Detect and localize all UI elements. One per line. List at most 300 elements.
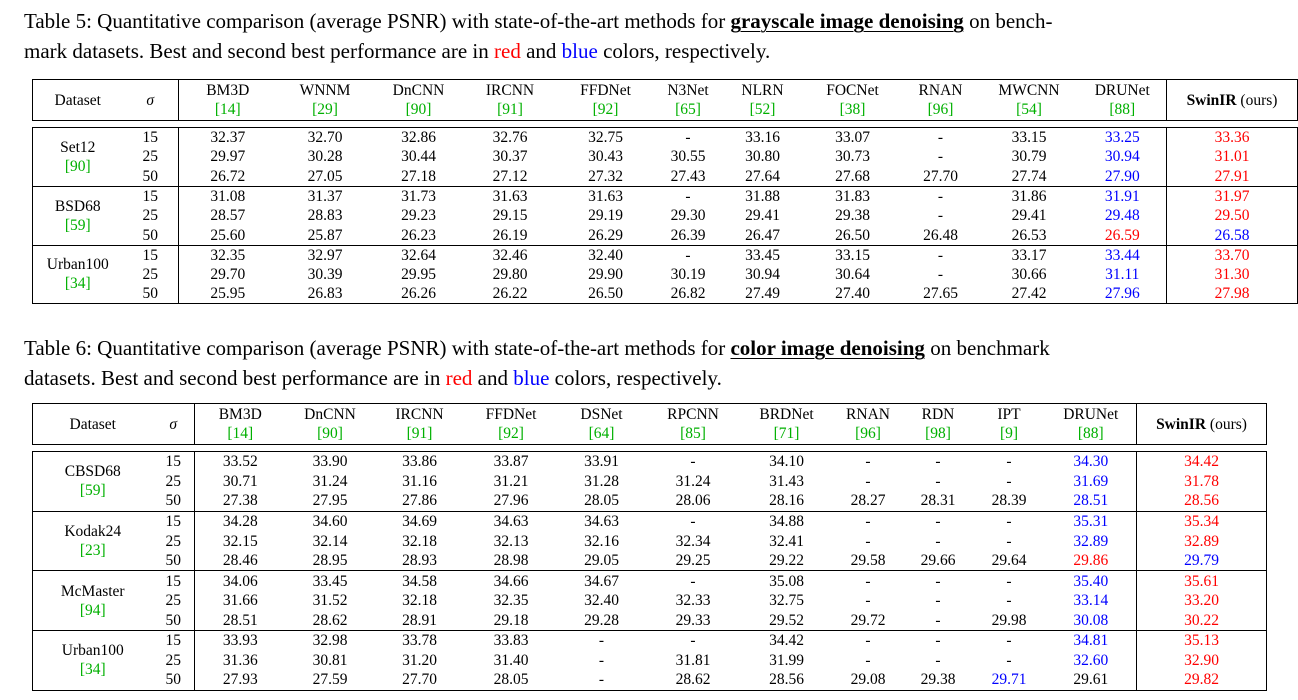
header-method-ffdnet bbox=[557, 80, 655, 121]
sigma-cell: 50 bbox=[153, 491, 195, 511]
sigma-cell: 50 bbox=[123, 284, 179, 304]
value-cell: 31.66 bbox=[222, 592, 258, 610]
table-row bbox=[33, 186, 1298, 206]
value-cell: 32.41 bbox=[769, 532, 804, 550]
value-cell: 27.95 bbox=[286, 491, 375, 511]
value-cell: 30.66 bbox=[1011, 265, 1047, 283]
value-cell: 34.88 bbox=[741, 511, 833, 531]
value-cell: 34.30 bbox=[1046, 452, 1137, 472]
value-cell: 31.21 bbox=[493, 472, 529, 490]
sigma-cell: 25 bbox=[153, 591, 195, 611]
value-cell: - bbox=[655, 186, 722, 206]
spacer-row bbox=[33, 445, 1267, 452]
value-cell: 27.70 bbox=[902, 167, 980, 187]
method-name: DRUNet bbox=[1094, 82, 1150, 99]
value-cell: - bbox=[1006, 472, 1012, 490]
dataset-citation: [59] bbox=[64, 216, 91, 234]
value-cell: - bbox=[935, 592, 941, 610]
method-name: NLRN bbox=[741, 82, 784, 99]
sigma-cell: 25 bbox=[153, 471, 195, 491]
value-cell: 34.81 bbox=[1046, 631, 1137, 651]
value-cell: 31.86 bbox=[980, 186, 1079, 206]
value-cell: 29.80 bbox=[492, 265, 528, 283]
sigma-cell: 25 bbox=[123, 265, 179, 285]
method-name: BRDNet bbox=[759, 406, 814, 423]
header-method-mwcnn bbox=[980, 80, 1079, 121]
table-row bbox=[33, 206, 1298, 226]
method-name: MWCNN bbox=[998, 82, 1060, 99]
table-row bbox=[33, 531, 1267, 551]
table6-caption-line2-text: datasets. Best and second best performance are in bbox=[24, 366, 446, 390]
method-name: DRUNet bbox=[1063, 406, 1119, 423]
method-citation: [92] bbox=[498, 425, 524, 442]
value-cell: 32.14 bbox=[312, 532, 348, 550]
dataset-name: McMaster bbox=[60, 582, 125, 600]
value-cell: 30.43 bbox=[588, 148, 623, 166]
method-name: RDN bbox=[921, 406, 955, 423]
value-cell: - bbox=[904, 511, 973, 531]
value-cell: 29.19 bbox=[588, 207, 623, 225]
table-row bbox=[33, 225, 1298, 245]
table5-caption-mid: on bench- bbox=[963, 9, 1053, 33]
value-cell: 34.63 bbox=[465, 511, 558, 531]
method-name: FOCNet bbox=[826, 82, 879, 99]
table6-caption-mid: on benchmark bbox=[924, 336, 1050, 360]
value-cell: - bbox=[833, 571, 904, 591]
value-cell: - bbox=[904, 631, 973, 651]
value-cell: 28.93 bbox=[375, 551, 465, 571]
method-citation: [96] bbox=[855, 425, 881, 442]
value-cell: 29.52 bbox=[741, 611, 833, 631]
header-method-ffdnet bbox=[465, 404, 558, 445]
value-cell: - bbox=[973, 452, 1046, 472]
table5-caption-prefix: Table 5: Quantitative comparison (average PSNR) with state-of-the-art methods for bbox=[24, 9, 731, 33]
value-cell: 27.68 bbox=[804, 167, 902, 187]
value-cell: 32.35 bbox=[493, 592, 529, 610]
value-cell: 27.59 bbox=[286, 670, 375, 690]
value-cell: 27.32 bbox=[557, 167, 655, 187]
value-cell: 28.56 bbox=[1137, 491, 1267, 511]
value-cell: 26.53 bbox=[980, 225, 1079, 245]
table-row bbox=[33, 284, 1298, 304]
value-cell: 28.46 bbox=[195, 551, 286, 571]
value-cell: 26.50 bbox=[557, 284, 655, 304]
table5-caption-suffix: colors, respectively. bbox=[597, 39, 771, 63]
table-row bbox=[33, 631, 1267, 651]
table5-caption-line1 bbox=[24, 6, 1240, 36]
value-cell: - bbox=[865, 651, 871, 669]
value-cell: 31.24 bbox=[675, 472, 711, 490]
value-cell: 26.83 bbox=[277, 284, 374, 304]
value-cell: 27.74 bbox=[980, 167, 1079, 187]
table5-caption-line2-text: mark datasets. Best and second best performance are in bbox=[24, 39, 494, 63]
value-cell: 30.73 bbox=[835, 148, 870, 166]
method-name: IRCNN bbox=[485, 82, 535, 99]
value-cell: 33.17 bbox=[980, 245, 1079, 265]
value-cell: - bbox=[904, 452, 973, 472]
value-cell: 26.29 bbox=[557, 225, 655, 245]
value-cell: - bbox=[558, 631, 646, 651]
value-cell: 28.98 bbox=[465, 551, 558, 571]
value-cell: 29.98 bbox=[973, 611, 1046, 631]
table-row bbox=[33, 571, 1267, 591]
value-cell: - bbox=[1006, 592, 1012, 610]
sigma-cell: 25 bbox=[123, 206, 179, 226]
value-cell: 34.42 bbox=[1137, 452, 1267, 472]
value-cell: - bbox=[973, 631, 1046, 651]
value-cell: - bbox=[655, 245, 722, 265]
value-cell: 32.76 bbox=[464, 128, 557, 148]
header-method-dncnn bbox=[374, 80, 464, 121]
value-cell: - bbox=[973, 511, 1046, 531]
value-cell: 31.91 bbox=[1079, 186, 1167, 206]
header-method-drunet bbox=[1079, 80, 1167, 121]
value-cell: - bbox=[1006, 532, 1012, 550]
value-cell: 27.93 bbox=[195, 670, 286, 690]
value-cell: 28.56 bbox=[741, 670, 833, 690]
value-cell: - bbox=[865, 592, 871, 610]
method-name: IPT bbox=[997, 406, 1021, 423]
value-cell: 32.35 bbox=[179, 245, 277, 265]
value-cell: 30.39 bbox=[307, 265, 343, 283]
value-cell: 29.79 bbox=[1137, 551, 1267, 571]
header-method-swinir bbox=[1137, 404, 1267, 445]
value-cell: 29.33 bbox=[646, 611, 741, 631]
value-cell: - bbox=[902, 186, 980, 206]
value-cell: 32.86 bbox=[374, 128, 464, 148]
value-cell: 33.78 bbox=[375, 631, 465, 651]
value-cell: 31.40 bbox=[493, 651, 529, 669]
value-cell: - bbox=[865, 532, 871, 550]
method-citation: [64] bbox=[588, 425, 615, 442]
value-cell: 29.18 bbox=[465, 611, 558, 631]
value-cell: - bbox=[937, 207, 944, 225]
value-cell: 29.64 bbox=[973, 551, 1046, 571]
method-name: DnCNN bbox=[304, 406, 356, 423]
dataset-name: Set12 bbox=[60, 138, 96, 156]
value-cell: 28.05 bbox=[465, 670, 558, 690]
value-cell: 31.16 bbox=[402, 472, 437, 490]
value-cell: 26.58 bbox=[1167, 225, 1298, 245]
header-method-focnet bbox=[804, 80, 902, 121]
table-row bbox=[33, 511, 1267, 531]
ours-name: SwinIR bbox=[1186, 91, 1237, 109]
header-method-rdn bbox=[904, 404, 973, 445]
value-cell: 31.81 bbox=[675, 651, 711, 669]
value-cell: 27.12 bbox=[464, 167, 557, 187]
sigma-cell: 15 bbox=[153, 452, 195, 472]
method-citation: [96] bbox=[927, 101, 954, 118]
value-cell: 26.39 bbox=[655, 225, 722, 245]
value-cell: 35.13 bbox=[1137, 631, 1267, 651]
header-sigma: σ bbox=[153, 404, 195, 445]
value-cell: 30.08 bbox=[1046, 611, 1137, 631]
value-cell: 32.40 bbox=[584, 592, 619, 610]
header-row bbox=[33, 80, 1298, 121]
value-cell: 26.50 bbox=[804, 225, 902, 245]
value-cell: 29.38 bbox=[835, 207, 870, 225]
value-cell: 31.99 bbox=[769, 651, 804, 669]
table-row bbox=[33, 147, 1298, 167]
value-cell: 31.63 bbox=[557, 186, 655, 206]
value-cell: 27.18 bbox=[374, 167, 464, 187]
value-cell: 32.64 bbox=[374, 245, 464, 265]
value-cell: 31.24 bbox=[312, 472, 348, 490]
method-name: DSNet bbox=[580, 406, 623, 423]
table-row bbox=[33, 245, 1298, 265]
value-cell: 32.33 bbox=[675, 592, 711, 610]
value-cell: 26.26 bbox=[374, 284, 464, 304]
value-cell: 28.06 bbox=[646, 491, 741, 511]
method-name: BM3D bbox=[218, 406, 262, 423]
value-cell: 27.38 bbox=[195, 491, 286, 511]
value-cell: 30.81 bbox=[312, 651, 348, 669]
value-cell: 29.50 bbox=[1167, 206, 1298, 226]
table-row bbox=[33, 491, 1267, 511]
value-cell: 31.83 bbox=[804, 186, 902, 206]
method-citation: [98] bbox=[925, 425, 951, 442]
method-citation: [14] bbox=[214, 101, 241, 118]
value-cell: 25.60 bbox=[179, 225, 277, 245]
value-cell: 34.28 bbox=[195, 511, 286, 531]
value-cell: 29.48 bbox=[1079, 206, 1167, 226]
method-name: RNAN bbox=[918, 82, 963, 99]
method-citation: [90] bbox=[405, 101, 432, 118]
table6-caption-red-word: red bbox=[445, 366, 473, 390]
value-cell: 31.69 bbox=[1046, 471, 1137, 491]
value-cell: 28.95 bbox=[286, 551, 375, 571]
value-cell: 30.64 bbox=[835, 265, 870, 283]
table5-caption bbox=[24, 6, 1240, 66]
value-cell: 34.67 bbox=[558, 571, 646, 591]
header-dataset: Dataset bbox=[33, 404, 153, 445]
value-cell: 26.23 bbox=[374, 225, 464, 245]
method-citation: [71] bbox=[773, 425, 800, 442]
value-cell: - bbox=[935, 472, 941, 490]
value-cell: 31.08 bbox=[179, 186, 277, 206]
value-cell: 35.61 bbox=[1137, 571, 1267, 591]
value-cell: 33.52 bbox=[195, 452, 286, 472]
value-cell: 29.70 bbox=[210, 265, 246, 283]
value-cell: 28.62 bbox=[646, 670, 741, 690]
header-method-n3net bbox=[655, 80, 722, 121]
value-cell: 27.98 bbox=[1167, 284, 1298, 304]
dataset-cell bbox=[33, 186, 123, 245]
value-cell: - bbox=[902, 128, 980, 148]
method-citation: [90] bbox=[317, 425, 343, 442]
dataset-cell bbox=[33, 511, 153, 571]
value-cell: 34.66 bbox=[465, 571, 558, 591]
value-cell: 31.30 bbox=[1167, 265, 1298, 285]
value-cell: 31.73 bbox=[374, 186, 464, 206]
value-cell: 27.64 bbox=[722, 167, 804, 187]
method-citation: [29] bbox=[312, 101, 338, 118]
table6-caption bbox=[24, 333, 1240, 393]
value-cell: 29.58 bbox=[833, 551, 904, 571]
value-cell: - bbox=[646, 571, 741, 591]
method-citation: [54] bbox=[1016, 101, 1042, 118]
sigma-cell: 50 bbox=[153, 551, 195, 571]
value-cell: 29.72 bbox=[833, 611, 904, 631]
value-cell: 34.69 bbox=[375, 511, 465, 531]
value-cell: 34.06 bbox=[195, 571, 286, 591]
value-cell: 29.82 bbox=[1137, 670, 1267, 690]
value-cell: 28.39 bbox=[973, 491, 1046, 511]
value-cell: 28.51 bbox=[1046, 491, 1137, 511]
method-citation: [9] bbox=[999, 425, 1019, 442]
value-cell: 33.36 bbox=[1167, 128, 1298, 148]
value-cell: 26.19 bbox=[464, 225, 557, 245]
value-cell: 32.16 bbox=[584, 532, 619, 550]
value-cell: 29.61 bbox=[1046, 670, 1137, 690]
table6-caption-line1 bbox=[24, 333, 1240, 363]
sigma-cell: 50 bbox=[123, 225, 179, 245]
method-name: BM3D bbox=[206, 82, 250, 99]
value-cell: 31.20 bbox=[402, 651, 437, 669]
value-cell: 27.96 bbox=[465, 491, 558, 511]
table-row bbox=[33, 670, 1267, 690]
sigma-cell: 15 bbox=[153, 511, 195, 531]
spacer-row bbox=[33, 121, 1298, 128]
value-cell: 28.62 bbox=[286, 611, 375, 631]
value-cell: 35.08 bbox=[741, 571, 833, 591]
value-cell: 33.70 bbox=[1167, 245, 1298, 265]
value-cell: - bbox=[904, 571, 973, 591]
dataset-cell bbox=[33, 245, 123, 304]
ours-name: SwinIR bbox=[1156, 415, 1207, 433]
ours-suffix: (ours) bbox=[1206, 415, 1247, 433]
value-cell: 32.34 bbox=[675, 532, 711, 550]
value-cell: - bbox=[598, 651, 605, 669]
dataset-citation: [23] bbox=[79, 542, 106, 559]
value-cell: 32.40 bbox=[557, 245, 655, 265]
sigma-cell: 50 bbox=[153, 611, 195, 631]
value-cell: 29.95 bbox=[401, 265, 436, 283]
dataset-name: CBSD68 bbox=[64, 463, 121, 481]
table5-caption-red-word: red bbox=[494, 39, 521, 63]
value-cell: 33.83 bbox=[465, 631, 558, 651]
value-cell: - bbox=[935, 532, 941, 550]
header-method-dncnn bbox=[286, 404, 375, 445]
value-cell: - bbox=[646, 631, 741, 651]
value-cell: 31.97 bbox=[1167, 186, 1298, 206]
dataset-cell bbox=[33, 128, 123, 187]
value-cell: 27.43 bbox=[655, 167, 722, 187]
header-method-drunet bbox=[1046, 404, 1137, 445]
method-name: N3Net bbox=[667, 82, 709, 99]
header-method-nlrn bbox=[722, 80, 804, 121]
header-method-rpcnn bbox=[646, 404, 741, 445]
value-cell: 29.86 bbox=[1046, 551, 1137, 571]
value-cell: 32.70 bbox=[277, 128, 374, 148]
header-method-ircnn bbox=[464, 80, 557, 121]
value-cell: 29.25 bbox=[646, 551, 741, 571]
value-cell: 30.19 bbox=[670, 265, 706, 283]
value-cell: 27.49 bbox=[722, 284, 804, 304]
table-row bbox=[33, 167, 1298, 187]
value-cell: - bbox=[973, 571, 1046, 591]
value-cell: 32.37 bbox=[179, 128, 277, 148]
value-cell: - bbox=[937, 148, 944, 166]
header-method-bm3d bbox=[195, 404, 286, 445]
value-cell: 32.60 bbox=[1046, 650, 1137, 670]
value-cell: 27.86 bbox=[375, 491, 465, 511]
sigma-cell: 50 bbox=[123, 167, 179, 187]
value-cell: 32.75 bbox=[557, 128, 655, 148]
table5-caption-emphasis: grayscale image denoising bbox=[730, 9, 964, 33]
value-cell: - bbox=[558, 670, 646, 690]
table-row bbox=[33, 265, 1298, 285]
value-cell: - bbox=[904, 611, 973, 631]
header-method-rnan bbox=[902, 80, 980, 121]
dataset-citation: [34] bbox=[64, 275, 91, 293]
method-name: RNAN bbox=[846, 406, 890, 423]
table-row bbox=[33, 471, 1267, 491]
value-cell: 30.71 bbox=[222, 472, 258, 490]
value-cell: 34.42 bbox=[741, 631, 833, 651]
value-cell: 32.75 bbox=[769, 592, 804, 610]
method-citation: [52] bbox=[749, 101, 776, 118]
table6-caption-emphasis: color image denoising bbox=[730, 336, 925, 360]
value-cell: 27.42 bbox=[980, 284, 1079, 304]
method-name: FFDNet bbox=[580, 82, 631, 99]
table-row bbox=[33, 452, 1267, 472]
dataset-name: Urban100 bbox=[46, 256, 109, 274]
method-citation: [91] bbox=[406, 425, 433, 442]
table-row bbox=[33, 128, 1298, 148]
table6-caption-suffix: colors, respectively. bbox=[549, 366, 722, 390]
value-cell: 32.46 bbox=[464, 245, 557, 265]
value-cell: 32.18 bbox=[402, 592, 437, 610]
value-cell: 30.79 bbox=[1011, 148, 1047, 166]
table5-caption-and: and bbox=[520, 39, 562, 63]
value-cell: 30.28 bbox=[307, 148, 343, 166]
method-citation: [88] bbox=[1077, 425, 1104, 442]
value-cell: 26.82 bbox=[655, 284, 722, 304]
value-cell: 31.52 bbox=[312, 592, 348, 610]
dataset-citation: [34] bbox=[79, 661, 106, 679]
value-cell: 34.10 bbox=[741, 452, 833, 472]
value-cell: 30.55 bbox=[670, 148, 706, 166]
ours-suffix: (ours) bbox=[1236, 91, 1278, 109]
dataset-name: Kodak24 bbox=[64, 523, 122, 540]
value-cell: 33.16 bbox=[722, 128, 804, 148]
sigma-cell: 25 bbox=[153, 650, 195, 670]
value-cell: 35.34 bbox=[1137, 511, 1267, 531]
value-cell: 29.30 bbox=[670, 207, 706, 225]
value-cell: 26.48 bbox=[902, 225, 980, 245]
dataset-name: BSD68 bbox=[54, 197, 101, 215]
value-cell: 30.94 bbox=[1079, 147, 1167, 167]
header-method-rnan bbox=[833, 404, 904, 445]
method-name: DnCNN bbox=[392, 82, 445, 99]
value-cell: 30.44 bbox=[401, 148, 436, 166]
value-cell: 29.41 bbox=[745, 207, 780, 225]
value-cell: - bbox=[833, 631, 904, 651]
sigma-cell: 25 bbox=[153, 531, 195, 551]
header-dataset: Dataset bbox=[33, 80, 123, 121]
value-cell: 33.14 bbox=[1046, 591, 1137, 611]
value-cell: 28.16 bbox=[741, 491, 833, 511]
value-cell: 27.96 bbox=[1079, 284, 1167, 304]
value-cell: 27.40 bbox=[804, 284, 902, 304]
header-method-ircnn bbox=[375, 404, 465, 445]
dataset-citation: [90] bbox=[64, 157, 91, 175]
table5-caption-line2 bbox=[24, 36, 1240, 66]
sigma-cell: 15 bbox=[123, 186, 179, 206]
method-name: IRCNN bbox=[395, 406, 444, 423]
table-row bbox=[33, 611, 1267, 631]
